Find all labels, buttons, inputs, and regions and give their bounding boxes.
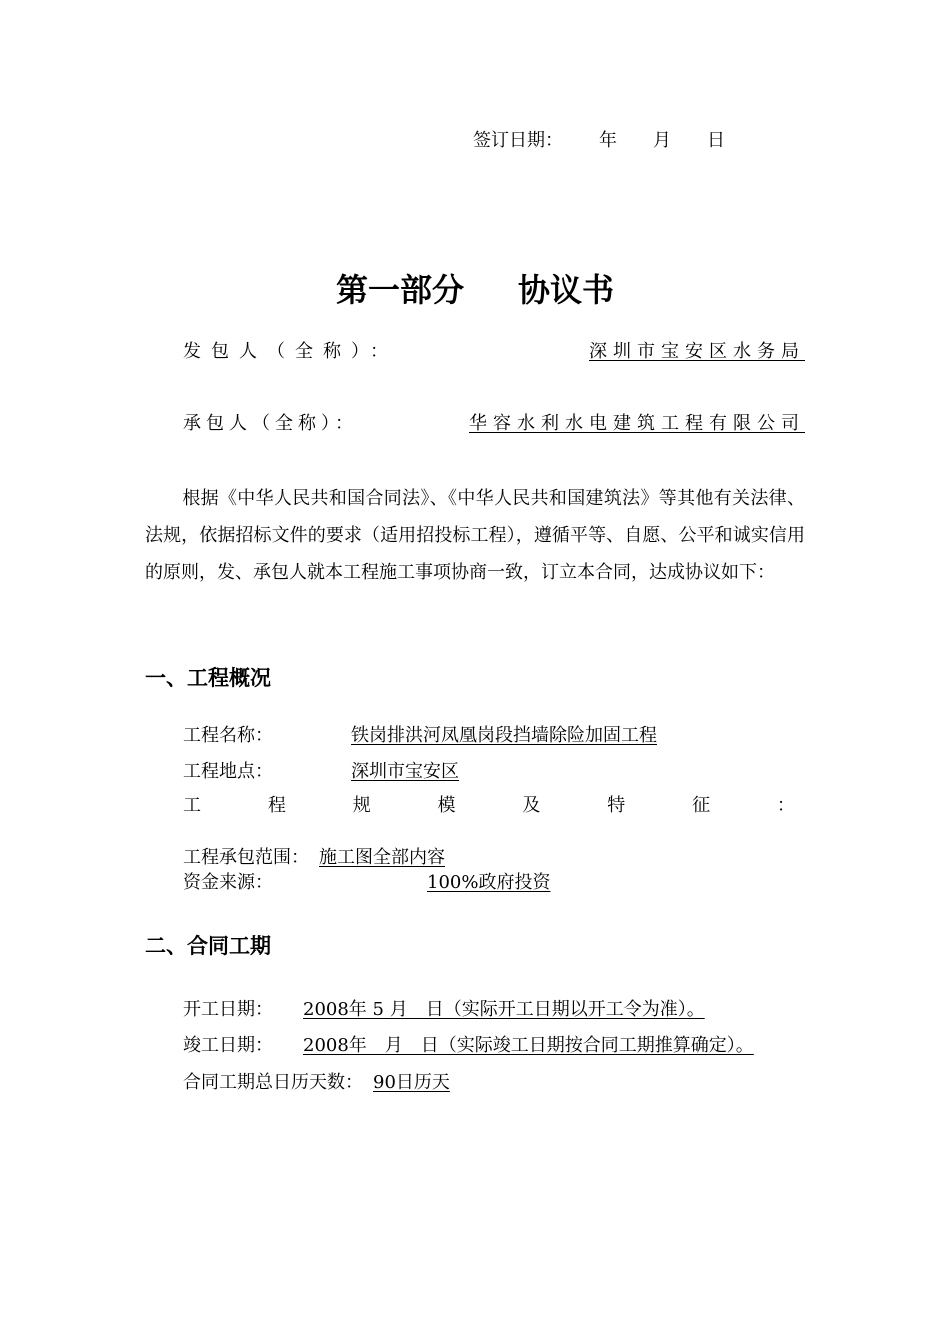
- project-scope-label: 工程承包范围：: [183, 847, 309, 868]
- fund-source-line: [183, 868, 550, 894]
- employer-label: 发包人（全称）：: [183, 341, 398, 362]
- sign-date-year: 年: [599, 130, 617, 151]
- fund-source-label: 资金来源：: [183, 872, 273, 893]
- end-date-value: 2008年 月 日（实际竣工日期按合同工期推算确定）。: [303, 1035, 754, 1056]
- project-name-line: [183, 721, 657, 747]
- section2-heading: 二、合同工期: [145, 934, 271, 958]
- project-scale-line: 工 程 规 模 及 特 征 ：: [183, 795, 795, 816]
- employer-value: 深圳市宝安区水务局: [589, 341, 805, 362]
- preamble-paragraph: [145, 480, 805, 591]
- title-part: 第一部分: [335, 271, 464, 309]
- page-title: [0, 265, 950, 311]
- start-date-label: 开工日期：: [183, 999, 273, 1020]
- sign-date: [473, 126, 725, 152]
- project-scope-line: [183, 843, 445, 869]
- project-scope-value: 施工图全部内容: [319, 847, 445, 868]
- preamble-text: 根据《中华人民共和国合同法》、《中华人民共和国建筑法》等其他有关法律、法规，依据招标文件的要求（适用招投标工程），遵循平等、自愿、公平和诚实信用的原则，发、承包人就本工程施工事项协商一致，订立本合同，达成协议如下：: [145, 488, 805, 583]
- sign-date-day: 日: [707, 130, 725, 151]
- sign-date-month: 月: [653, 130, 671, 151]
- sign-date-label: 签订日期：: [473, 130, 563, 151]
- project-location-line: [183, 757, 459, 783]
- project-location-value: 深圳市宝安区: [351, 761, 459, 782]
- contractor-value: 华容水利水电建筑工程有限公司: [469, 413, 805, 434]
- total-days-line: [183, 1068, 468, 1094]
- fund-source-value: 100%政府投资: [427, 872, 551, 893]
- start-date-line: [183, 995, 705, 1021]
- start-date-value: 2008年 5 月 日（实际开工日期以开工令为准）。: [303, 999, 705, 1020]
- end-date-label: 竣工日期：: [183, 1035, 273, 1056]
- project-location-label: 工程地点：: [183, 761, 273, 782]
- project-name-value: 铁岗排洪河凤凰岗段挡墙除险加固工程: [351, 725, 657, 746]
- end-date-line: [183, 1031, 760, 1057]
- section1-heading: 一、工程概况: [145, 666, 271, 690]
- total-days-value: 90日历天: [373, 1072, 450, 1093]
- title-name: 协议书: [518, 271, 615, 309]
- employer-line: [183, 337, 805, 363]
- contractor-line: [183, 409, 805, 435]
- total-days-label: 合同工期总日历天数：: [183, 1072, 363, 1093]
- contractor-label: 承包人（全称）：: [183, 413, 358, 434]
- project-name-label: 工程名称：: [183, 725, 273, 746]
